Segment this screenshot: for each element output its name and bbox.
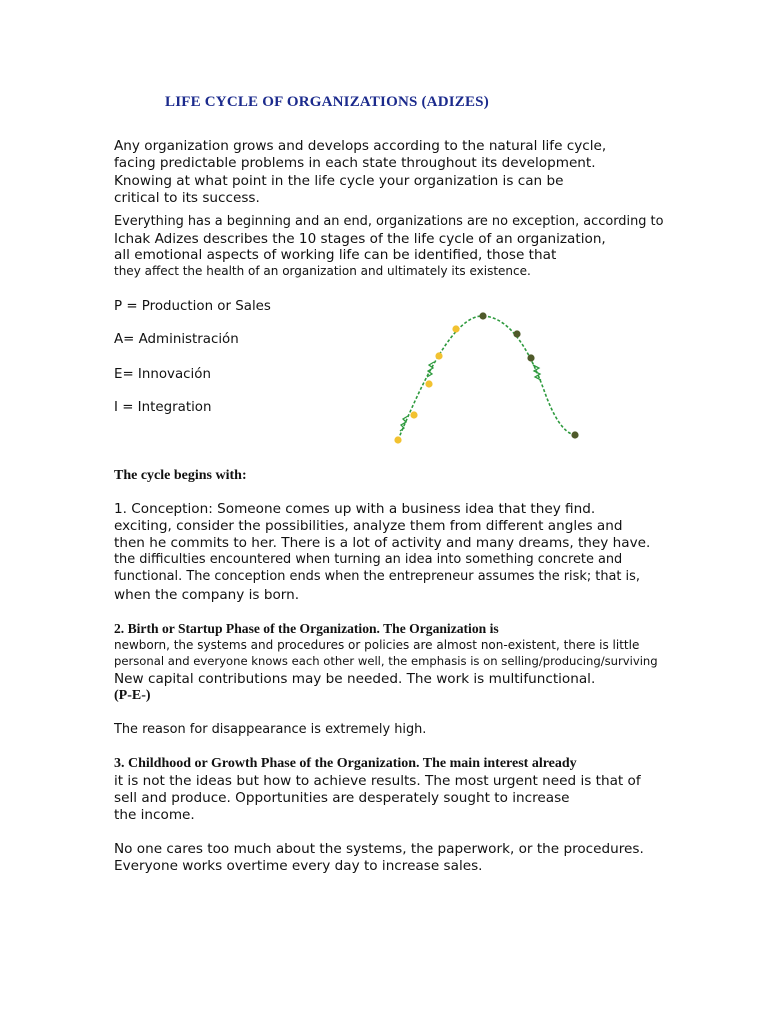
stage2-reason: The reason for disappearance is extremely high. <box>114 722 427 737</box>
curve-path-growth <box>398 316 483 440</box>
life-cycle-curve-figure <box>385 305 585 450</box>
spring-lower <box>400 416 408 431</box>
page-title: LIFE CYCLE OF ORGANIZATIONS (ADIZES) <box>165 94 489 110</box>
decline-dot <box>527 354 534 361</box>
legend-p: P = Production or Sales <box>114 299 271 314</box>
stage2-line-2: personal and everyone knows each other well, the emphasis is on selling/producing/surviving <box>114 654 658 668</box>
growth-dot <box>394 436 401 443</box>
stage1-line-5: functional. The conception ends when the entrepreneur assumes the risk; that is, <box>114 569 640 584</box>
growth-dot <box>452 325 459 332</box>
cycle-heading: The cycle begins with: <box>114 468 247 483</box>
stage1-line-2: exciting, consider the possibilities, analyze them from different angles and <box>114 518 623 534</box>
stage1-line-6: when the company is born. <box>114 587 300 603</box>
stage3-line-3: the income. <box>114 807 195 823</box>
stage1-line-4: the difficulties encountered when turning an idea into something concrete and <box>114 552 623 567</box>
stage3-para2-line-1: No one cares too much about the systems, the paperwork, or the procedures. <box>114 841 644 857</box>
para2-line-2: Ichak Adizes describes the 10 stages of the life cycle of an organization, <box>114 231 606 247</box>
intro-line-4: critical to its success. <box>114 190 260 206</box>
peak-dot <box>479 312 486 319</box>
decline-dot <box>571 431 578 438</box>
para2-line-1: Everything has a beginning and an end, organizations are no exception, according to <box>114 214 664 229</box>
intro-line-2: facing predictable problems in each state throughout its development. <box>114 155 596 171</box>
stage3-line-2: sell and produce. Opportunities are desperately sought to increase <box>114 790 570 806</box>
stage3-para2-line-2: Everyone works overtime every day to increase sales. <box>114 858 483 874</box>
stage2-heading: 2. Birth or Startup Phase of the Organization. The Organization is <box>114 621 499 636</box>
stage2-line-1: newborn, the systems and procedures or policies are almost non-existent, there is little <box>114 638 640 652</box>
stage1-line-1: 1. Conception: Someone comes up with a business idea that they find. <box>114 501 596 517</box>
para2-line-4: they affect the health of an organization and ultimately its existence. <box>114 264 531 278</box>
stage1-line-3: then he commits to her. There is a lot of activity and many dreams, they have. <box>114 535 651 551</box>
legend-e: E= Innovación <box>114 367 211 382</box>
intro-line-1: Any organization grows and develops according to the natural life cycle, <box>114 138 607 154</box>
curve-path-decline <box>483 316 575 435</box>
growth-dot <box>410 411 417 418</box>
stage2-code: (P-E-) <box>114 688 151 703</box>
growth-dot <box>435 352 442 359</box>
legend-a: A= Administración <box>114 332 239 347</box>
stage2-line-3: New capital contributions may be needed. The work is multifunctional. <box>114 671 596 687</box>
growth-dot <box>425 380 432 387</box>
legend-i: I = Integration <box>114 400 212 415</box>
decline-dot <box>513 330 520 337</box>
intro-line-3: Knowing at what point in the life cycle your organization is can be <box>114 173 564 189</box>
stage3-heading: 3. Childhood or Growth Phase of the Organization. The main interest already <box>114 756 577 771</box>
para2-line-3: all emotional aspects of working life can be identified, those that <box>114 247 557 263</box>
stage3-line-1: it is not the ideas but how to achieve results. The most urgent need is that of <box>114 773 641 789</box>
